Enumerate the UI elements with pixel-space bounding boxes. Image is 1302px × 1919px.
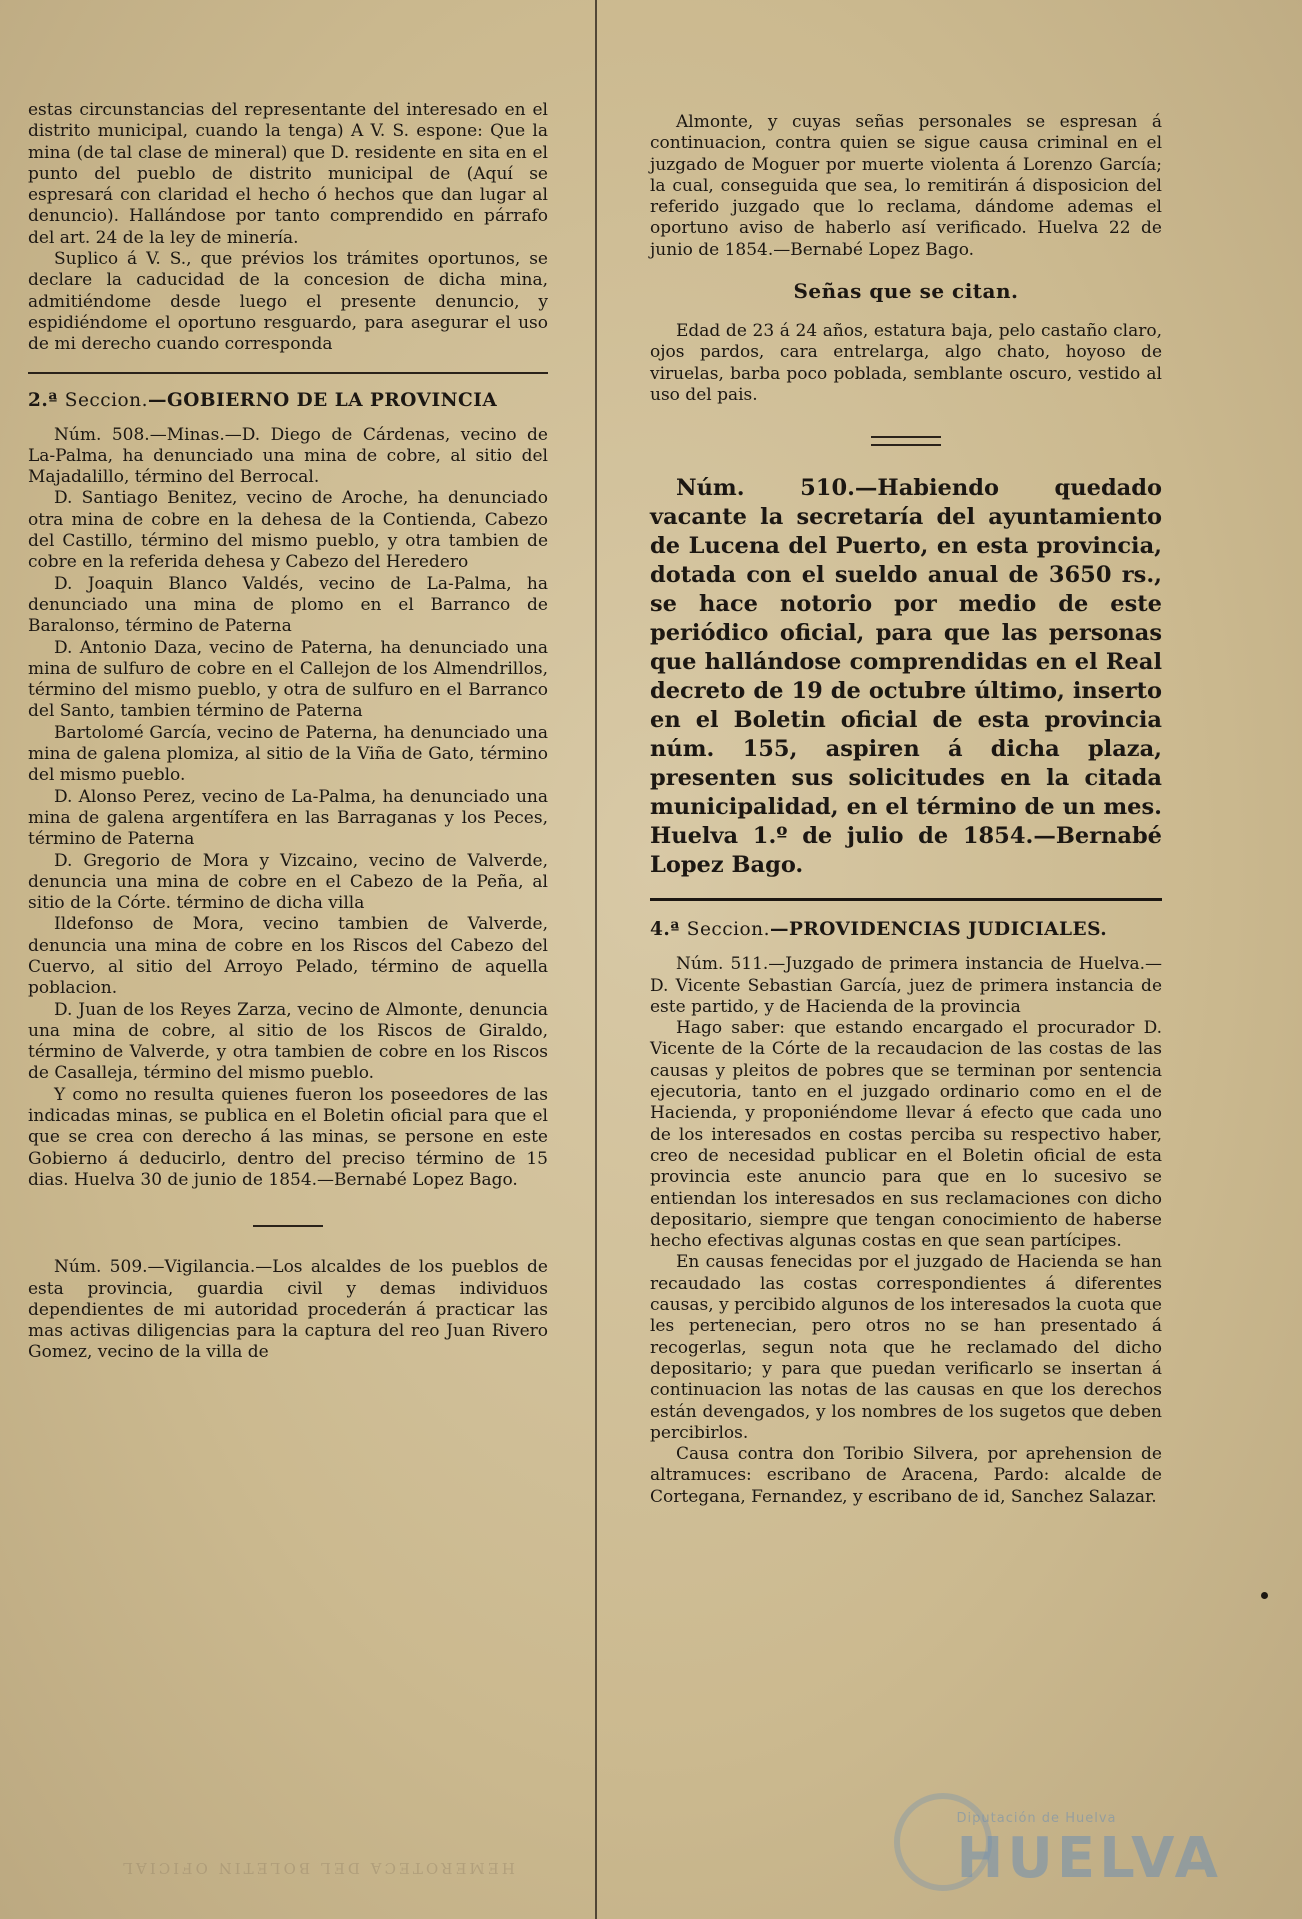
suplico-paragraph: Suplico á V. S., que prévios los trámites oportunos, se declare la caducidad de la concesion de dicha mina, admitiéndome desde luego el presente denuncio, y espidiéndome el oportuno resguardo, para asegurar el uso de mi derecho cuando corresponda [28, 249, 548, 355]
section-rule [650, 898, 1162, 901]
notice-508-benitez: D. Santiago Benitez, vecino de Aroche, ha denunciado otra mina de cobre en la dehesa de la Contienda, Cabezo del Castillo, término del mismo pueblo, y otra tambien de cobre en la referida dehesa y Cabezo del Heredero [28, 488, 548, 573]
section-4-heading [650, 919, 1162, 940]
ink-dot [1261, 1592, 1268, 1599]
notice-508-zarza: D. Juan de los Reyes Zarza, vecino de Almonte, denuncia una mina de cobre, al sitio de los Riscos de Giraldo, término de Valverde, y otra tambien de cobre en los Riscos de Casalleja, término del mismo pueblo. [28, 999, 548, 1084]
senas-paragraph: Edad de 23 á 24 años, estatura baja, pelo castaño claro, ojos pardos, cara entrelarga, algo chato, hoyoso de viruelas, barba poco poblada, semblante oscuro, vestido al uso del pais. [650, 321, 1162, 405]
section-number: 4.ª [650, 919, 680, 941]
section-rule [28, 372, 548, 374]
form-paragraph: estas circunstancias del representante del interesado en el distrito municipal, cuando la tenga) A V. S. espone: Que la mina (de tal clase de mineral) que D. residente en sita en el punto del pueblo de distrito municipal de (Aquí se espresará con claridad el hecho ó hechos que dan lugar al denuncio). Hallándose por tanto comprendido en párrafo del art. 24 de la ley de minería. [28, 100, 548, 248]
section-title: —PROVIDENCIAS JUDICIALES. [769, 919, 1108, 941]
left-column [28, 100, 548, 1364]
section-label: Seccion. [686, 919, 770, 941]
separator-rule [253, 1225, 323, 1227]
notice-511-silvera: Causa contra don Toribio Silvera, por aprehension de altramuces: escribano de Aracena, Pardo: alcalde de Cortegana, Fernandez, y escribano de id, Sanchez Salazar. [650, 1444, 1162, 1507]
notice-509: Núm. 509.—Vigilancia.—Los alcaldes de los pueblos de esta provincia, guardia civil y demas individuos dependientes de mi autoridad procederán á practicar las mas activas diligencias para la captura del reo Juan Rivero Gomez, vecino de la villa de [28, 1257, 548, 1363]
watermark [957, 1811, 1222, 1891]
section-number: 2.ª [28, 389, 58, 411]
section-2-heading [28, 390, 548, 411]
notice-508-blanco: D. Joaquin Blanco Valdés, vecino de La-Palma, ha denunciado una mina de plomo en el Barranco de Baralonso, término de Paterna [28, 573, 548, 637]
notice-511-causas: En causas fenecidas por el juzgado de Hacienda se han recaudado las costas correspondientes á diferentes causas, y percibido algunos de los interesados la cuota que les pertenecian, pero otros no se han presentado á recogerlas, segun nota que he reclamado del dicho depositario; y para que puedan verificarlo se insertan á continuacion las notas de las causas en que los derechos están devengados, y los nombres de los sugetos que deben percibirlos. [650, 1252, 1162, 1443]
faint-stamp: HEMEROTECA DEL BOLETIN OFICIAL [120, 1859, 515, 1877]
notice-508: Núm. 508.—Minas.—D. Diego de Cárdenas, vecino de La-Palma, ha denunciado una mina de cobre, al sitio del Majadalillo, término del Berrocal. [28, 424, 548, 488]
watermark-title: HUELVA [956, 1826, 1222, 1891]
notice-508-ildefonso: Ildefonso de Mora, vecino tambien de Valverde, denuncia una mina de cobre en los Riscos del Cabezo del Cuervo, al sitio del Arroyo Pelado, término de aquella poblacion. [28, 914, 548, 999]
notice-508-closing: Y como no resulta quienes fueron los poseedores de las indicadas minas, se publica en el Boletin oficial para que el que se crea con derecho á las minas, se persone en este Gobierno á deducirlo, dentro del preciso término de 15 dias. Huelva 30 de junio de 1854.—Bernabé Lopez Bago. [28, 1084, 548, 1190]
notice-511-hago-saber: Hago saber: que estando encargado el procurador D. Vicente de la Córte de la recaudacion de las costas de las causas y pleitos de pobres que se terminan por sentencia ejecutoria, tanto en el juzgado ordinario como en el de Hacienda, y proponiéndome llevar á efecto que cada uno de los interesados en costas perciba su respectivo haber, creo de necesidad publicar en el Boletin oficial de esta provincia este anuncio para que en lo sucesivo se entiendan los interesados en sus reclamaciones con dicho depositario, siempre que tengan conocimiento de haberse hecho efectivas algunas costas en que sean partícipes. [650, 1018, 1162, 1252]
column-divider [595, 0, 597, 1919]
notice-510: Núm. 510.—Habiendo quedado vacante la secretaría del ayuntamiento de Lucena del Puerto, en esta provincia, dotada con el sueldo anual de 3650 rs., se hace notorio por medio de este periódico oficial, para que las personas que hallándose comprendidas en el Real decreto de 19 de octubre último, inserto en el Boletin oficial de esta provincia núm. 155, aspiren á dicha plaza, presenten sus solicitudes en la citada municipalidad, en el término de un mes. Huelva 1.º de julio de 1854.—Bernabé Lopez Bago. [650, 475, 1162, 879]
notice-508-daza: D. Antonio Daza, vecino de Paterna, ha denunciado una mina de sulfuro de cobre en el Callejon de los Almendrillos, término del mismo pueblo, y otra de sulfuro en el Barranco del Santo, tambien término de Paterna [28, 637, 548, 722]
right-column [650, 112, 1162, 1508]
section-label: Seccion. [64, 389, 148, 411]
senas-title: Señas que se citan. [793, 279, 1019, 304]
separator-ornament [871, 436, 941, 446]
notice-508-garcia: Bartolomé García, vecino de Paterna, ha denunciado una mina de galena plomiza, al sitio de la Viña de Gato, término del mismo pueblo. [28, 722, 548, 786]
notice-511: Núm. 511.—Juzgado de primera instancia de Huelva.—D. Vicente Sebastian García, juez de primera instancia de este partido, y de Hacienda de la provincia [650, 954, 1162, 1017]
watermark-subtitle: Diputación de Huelva [956, 1811, 1117, 1826]
notice-509-continued: Almonte, y cuyas señas personales se espresan á continuacion, contra quien se sigue causa criminal en el juzgado de Moguer por muerte violenta á Lorenzo García; la cual, conseguida que sea, lo remitirán á disposicion del referido juzgado que lo reclama, dándome ademas el oportuno aviso de haberlo así verificado. Huelva 22 de junio de 1854.—Bernabé Lopez Bago. [650, 112, 1162, 260]
section-title: —GOBIERNO DE LA PROVINCIA [147, 389, 498, 411]
notice-508-mora: D. Gregorio de Mora y Vizcaino, vecino de Valverde, denuncia una mina de cobre en el Cabezo de la Peña, al sitio de la Córte. término de dicha villa [28, 850, 548, 914]
notice-508-perez: D. Alonso Perez, vecino de La-Palma, ha denunciado una mina de galena argentífera en las Barraganas y los Peces, término de Paterna [28, 786, 548, 850]
